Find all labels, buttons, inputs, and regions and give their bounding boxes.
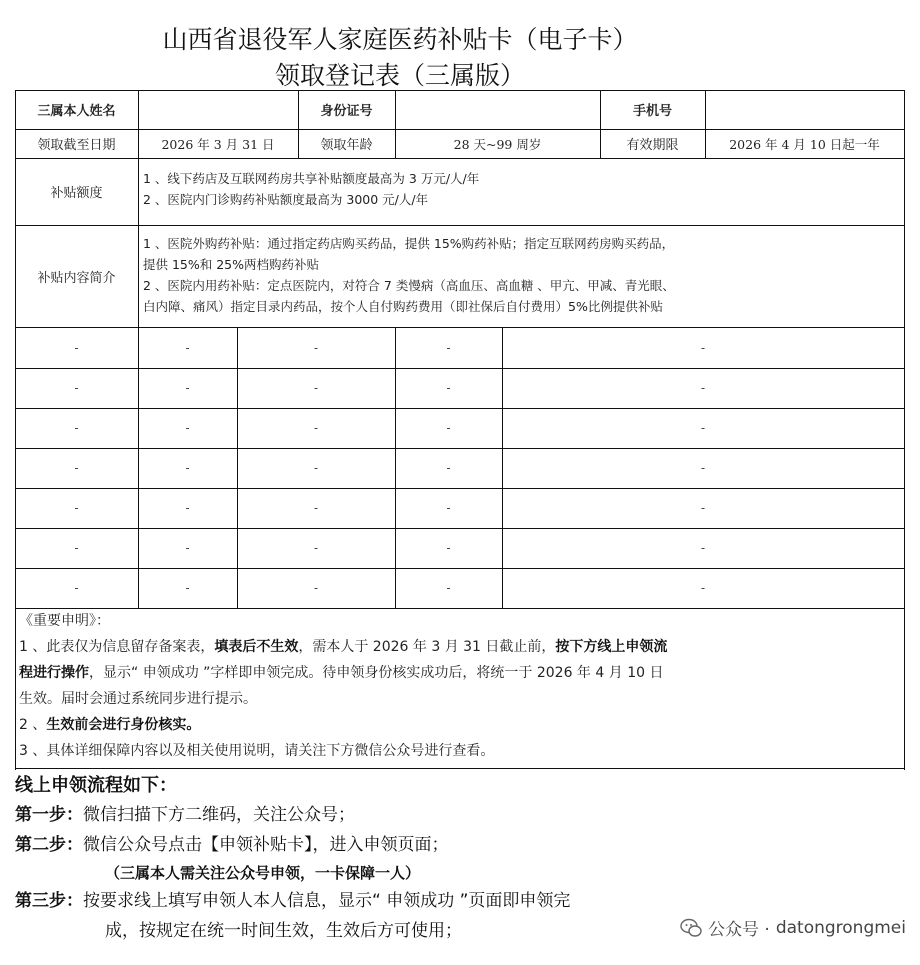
empty-cell[interactable]: - <box>185 421 190 435</box>
notice-bold: 程进行操作 <box>19 665 89 681</box>
steps-heading: 线上申领流程如下： <box>15 775 177 796</box>
empty-cell[interactable]: - <box>313 340 319 355</box>
empty-cell[interactable]: - <box>446 381 451 395</box>
id-label: 身份证号 <box>320 104 373 119</box>
empty-cell[interactable]: - <box>446 581 451 595</box>
notice-text: 1 、此表仅为信息留存备案表， <box>19 639 215 655</box>
notice-bold: 生效前会进行身份核实。 <box>46 717 201 733</box>
step-3 <box>15 886 905 916</box>
content-line: 2 、医院内用药补贴：定点医院内，对符合 7 类慢病（高血压、高血糖 、甲亢、甲减、青光眼、 <box>143 278 675 293</box>
step-text: 按要求线上填写申领人本人信息，显示“ 申领成功 ”页面即申领完 <box>83 891 571 911</box>
empty-cell[interactable]: - <box>313 541 319 555</box>
empty-cell[interactable]: - <box>446 501 451 515</box>
empty-cell[interactable]: - <box>185 541 190 555</box>
notice-paragraph-2 <box>19 712 899 738</box>
notice-text: ，需本人于 2026 年 3 月 31 日截止前， <box>298 639 556 655</box>
notice-text: 2 、 <box>19 717 47 733</box>
empty-cell[interactable]: - <box>74 501 79 515</box>
empty-cell[interactable]: - <box>313 461 319 475</box>
validity-value: 2026 年 4 月 10 日起一年 <box>729 136 880 152</box>
row-divider <box>15 225 905 226</box>
empty-cell[interactable]: - <box>74 340 79 355</box>
step-label: 第一步： <box>15 805 83 825</box>
content-line: 白内障、痛风）指定目录内药品，按个人自付购药费用（即社保后自付费用）5%比例提供补贴 <box>143 299 663 314</box>
step-text: 微信扫描下方二维码，关注公众号； <box>83 805 355 825</box>
important-notice <box>19 608 899 764</box>
validity-label: 有效期限 <box>626 138 679 153</box>
empty-cell[interactable]: - <box>185 340 190 355</box>
notice-paragraph-1-cont <box>19 660 899 686</box>
content-label: 补贴内容简介 <box>37 270 116 286</box>
empty-cell[interactable]: - <box>700 461 706 475</box>
empty-cell[interactable]: - <box>185 581 190 595</box>
empty-cell[interactable]: - <box>700 421 706 435</box>
notice-bold: 填表后不生效 <box>214 639 299 655</box>
empty-cell[interactable]: - <box>74 461 79 475</box>
content-line: 1 、医院外购药补贴：通过指定药店购买药品，提供 15%购药补贴；指定互联网药房购买药品， <box>143 236 675 251</box>
step-label: 第二步： <box>15 835 83 855</box>
empty-cell[interactable]: - <box>313 421 319 435</box>
step-1 <box>15 800 905 830</box>
notice-heading: 《重要申明》： <box>19 613 110 629</box>
empty-cell[interactable]: - <box>700 581 706 595</box>
empty-cell[interactable]: - <box>313 581 319 595</box>
id-field[interactable] <box>395 90 600 129</box>
step-label: 第三步： <box>15 891 83 911</box>
notice-paragraph-1-end: 生效。届时会通过系统同步进行提示。 <box>19 691 257 707</box>
subsidy-line: 1 、线下药店及互联网药房共享补贴额度最高为 3 万元/人/年 <box>143 171 480 186</box>
empty-cell[interactable]: - <box>185 501 190 515</box>
empty-cell[interactable]: - <box>700 541 706 555</box>
page-title: 山西省退役军人家庭医药补贴卡（电子卡） <box>162 25 638 54</box>
watermark-prefix: 公众号 · <box>708 920 770 940</box>
empty-cell[interactable]: - <box>700 501 706 515</box>
content-text <box>143 233 898 317</box>
row-divider <box>15 158 905 159</box>
empty-cell[interactable]: - <box>74 581 79 595</box>
empty-cell[interactable]: - <box>700 381 706 395</box>
step-2-note: （三属本人需关注公众号申领，一卡保障一人） <box>105 864 421 882</box>
age-value: 28 天~99 周岁 <box>453 136 542 152</box>
table-border <box>904 90 905 770</box>
watermark <box>680 915 906 940</box>
page-subtitle: 领取登记表（三属版） <box>274 61 525 90</box>
empty-cell[interactable]: - <box>700 340 706 355</box>
step-2 <box>15 830 905 860</box>
empty-cell[interactable]: - <box>74 541 79 555</box>
phone-label: 手机号 <box>632 104 672 119</box>
empty-cell[interactable]: - <box>313 381 319 395</box>
subsidy-text <box>143 168 898 210</box>
table-border <box>15 768 905 769</box>
empty-cell[interactable]: - <box>74 421 79 435</box>
subsidy-label: 补贴额度 <box>50 186 103 201</box>
step-3-cont: 成，按规定在统一时间生效，生效后方可使用； <box>105 921 462 941</box>
empty-cell[interactable]: - <box>313 501 319 515</box>
age-label: 领取年龄 <box>320 138 373 153</box>
empty-cell[interactable]: - <box>446 421 451 435</box>
empty-cell[interactable]: - <box>74 381 79 395</box>
step-text: 微信公众号点击【申领补贴卡】，进入申领页面； <box>83 835 449 855</box>
deadline-label: 领取截至日期 <box>37 138 116 153</box>
empty-cell[interactable]: - <box>446 541 451 555</box>
name-label: 三属本人姓名 <box>37 104 116 119</box>
wechat-icon <box>680 918 702 938</box>
empty-cell[interactable]: - <box>446 340 451 355</box>
notice-paragraph-1 <box>19 634 899 660</box>
phone-field[interactable] <box>705 90 904 129</box>
watermark-account: datongrongmei <box>775 917 906 938</box>
empty-cell[interactable]: - <box>446 461 451 475</box>
notice-text: ，显示“ 申领成功 ”字样即申领完成。待申领身份核实成功后，将统一于 2026 年 4 月 10 日 <box>89 665 664 681</box>
content-line: 提供 15%和 25%两档购药补贴 <box>143 257 320 272</box>
subsidy-line: 2 、医院内门诊购药补贴额度最高为 3000 元/人/年 <box>143 192 429 207</box>
notice-paragraph-3: 3 、具体详细保障内容以及相关使用说明，请关注下方微信公众号进行查看。 <box>19 743 495 759</box>
empty-cell[interactable]: - <box>185 381 190 395</box>
deadline-value: 2026 年 3 月 31 日 <box>161 136 275 152</box>
empty-cell[interactable]: - <box>185 461 190 475</box>
name-field[interactable] <box>138 90 298 129</box>
notice-bold: 按下方线上申领流 <box>555 639 668 655</box>
